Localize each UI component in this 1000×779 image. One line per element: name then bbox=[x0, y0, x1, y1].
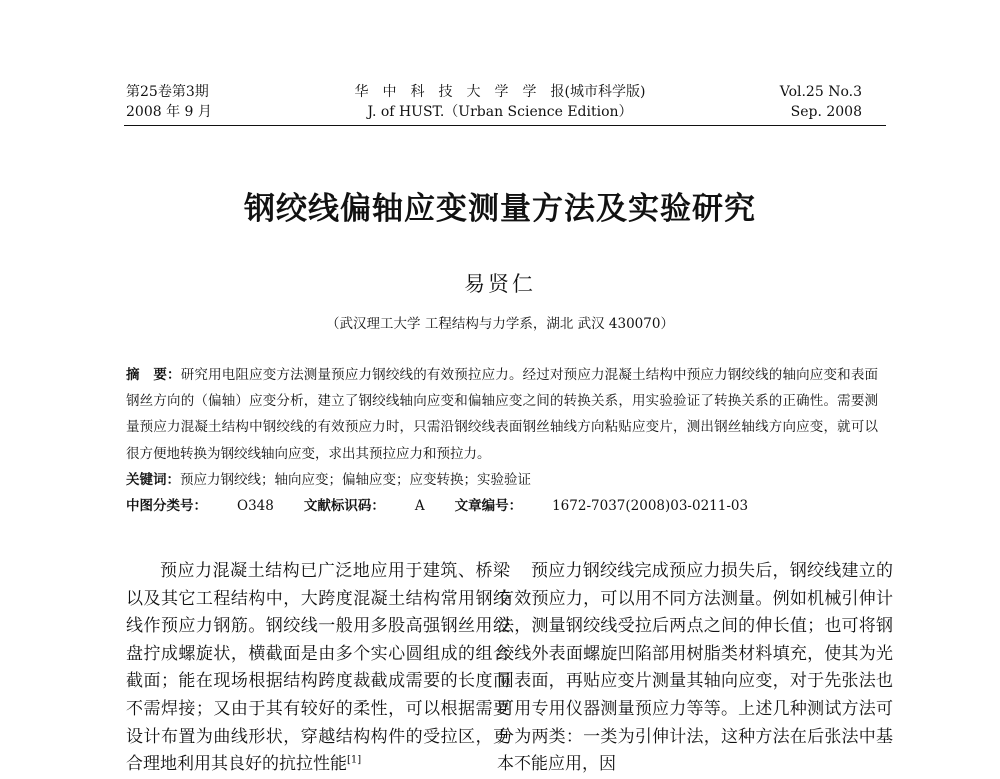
author-name: 易贤仁 bbox=[464, 272, 536, 296]
clc-group bbox=[126, 493, 274, 519]
volume-issue: 第25卷第3期 bbox=[126, 84, 209, 100]
keywords-text: 预应力钢绞线；轴向应变；偏轴应变；应变转换；实验验证 bbox=[180, 471, 531, 488]
abstract-text: 研究用电阻应变方法测量预应力钢绞线的有效预拉应力。经过对预应力混凝土结构中预应力钢绞线的轴向应变和表面钢丝方向的（偏轴）应变分析，建立了钢绞线轴向应变和偏轴应变之间的转换关系，用实验验证了转换关系的正确性。需要测量预应力混凝土结构中钢绞线的有效预应力时，只需沿钢绞线表面钢丝轴线方向粘贴应变片，测出钢丝轴线方向应变，就可以很方便地转换为钢绞线轴向应变，求出其预拉应力和预拉力。 bbox=[126, 367, 879, 462]
intro-text-1: 预应力混凝土结构已广泛地应用于建筑、桥梁以及其它工程结构中，大跨度混凝土结构常用钢绞线作预应力钢筋。钢绞线一般用多股高强钢丝用绞盘拧成螺旋状，横截面是由多个实心圆组成的组合截面；能在现场根据结构跨度裁截成需要的长度而不需焊接；又由于其有较好的柔性，可以根据需要设计布置为曲线形状，穿越结构构件的受拉区，更合理地利用其良好的抗拉性能 bbox=[126, 561, 510, 775]
clc-value: O348 bbox=[237, 498, 274, 515]
abstract-block bbox=[126, 362, 878, 519]
abstract-label: 摘 要： bbox=[126, 367, 181, 383]
intro-paragraph-2: 预应力钢绞线完成预应力损失后，钢绞线建立的有效预应力，可以用不同方法测量。例如机械引伸计法，测量钢绞线受拉后两点之间的伸长值；也可将钢绞线外表面螺旋凹陷部用树脂类材料填充，使其为光圆表面，再贴应变片测量其轴向应变，对于先张法也可用专用仪器测量预应力等等。上述几种测试方法可分为两类：一类为引伸计法，这种方法在后张法中基本不能应用，因 bbox=[497, 561, 893, 775]
article-no-label: 文章编号： bbox=[454, 498, 523, 515]
reference-marker: [1] bbox=[347, 754, 362, 766]
keywords-label: 关键词： bbox=[126, 471, 180, 488]
doc-code-label: 文献标识码： bbox=[303, 498, 385, 515]
journal-name-en: J. of HUST.（Urban Science Edition） bbox=[367, 104, 633, 120]
article-no-group bbox=[455, 493, 749, 519]
doc-code-value: A bbox=[414, 498, 425, 515]
author-affiliation: （武汉理工大学 工程结构与力学系，湖北 武汉 430070） bbox=[326, 316, 674, 332]
abstract-paragraph bbox=[126, 362, 878, 467]
body-column-right bbox=[497, 558, 893, 779]
keywords-line bbox=[126, 467, 878, 493]
paper-title: 钢绞线偏轴应变测量方法及实验研究 bbox=[244, 191, 756, 227]
publication-date-en: Sep. 2008 bbox=[790, 104, 862, 120]
body-column-left bbox=[126, 558, 510, 779]
journal-volume-en bbox=[780, 82, 862, 122]
publication-date-cn: 2008 年 9 月 bbox=[126, 104, 212, 120]
volume-issue-en: Vol.25 No.3 bbox=[779, 84, 862, 100]
classification-line bbox=[126, 493, 878, 519]
intro-paragraph-1 bbox=[126, 558, 510, 779]
clc-label: 中图分类号： bbox=[126, 498, 207, 515]
header-rule bbox=[124, 125, 886, 126]
doc-code-group bbox=[304, 493, 425, 519]
journal-name-cn: 华 中 科 技 大 学 学 报(城市科学版) bbox=[354, 84, 646, 100]
article-no-value: 1672-7037(2008)03-0211-03 bbox=[552, 498, 749, 515]
